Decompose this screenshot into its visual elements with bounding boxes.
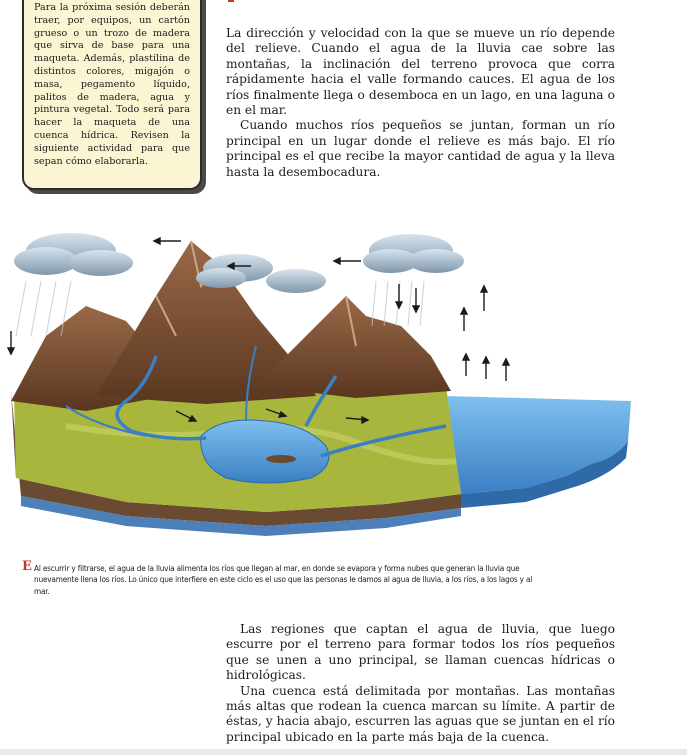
caption-text: Al escurrir y filtrarse, el agua de la lluvia alimenta los ríos que llegan al mar, en donde se evapora y forma nubes que generan la lluvia que nuevamente llena los ríos. Lo único que interfiere en este ciclo es el uso que las personas le damos al agua de lluvia, a los ríos, a los lagos y al mar.: [34, 563, 533, 596]
cloud-middle: [196, 254, 326, 293]
page-bottom-strip: [0, 749, 687, 755]
paragraph-river-direction: La dirección y velocidad con la que se mueve un río depende del relieve. Cuando el agua de la lluvia cae sobre las montañas, la inclinación del terreno provoca que corra rápidamente hacia el valle formando cauces. El agua de los ríos finalmente llega o desemboca en un lago, en una laguna o en el mar.: [226, 26, 615, 118]
paragraph-main-river: Cuando muchos ríos pequeños se juntan, forman un río principal en un lugar donde el relieve es más bajo. El río principal es el que recibe la mayor cantidad de agua y la lleva hasta la desembocadura.: [226, 118, 615, 179]
basin-text-column: [226, 622, 615, 745]
intro-text-column: [226, 26, 615, 180]
page-corner-mark: [228, 0, 234, 2]
activity-note-box: [22, 0, 202, 190]
caption-marker: E: [22, 559, 32, 574]
rain-cloud-right: [363, 234, 464, 326]
activity-note-text: Para la próxima sesión deberán traer, por equipos, un cartón grueso o un trozo de madera que sirva de base para una maqueta. Además, plastilina de distintos colores, migajón o masa, pegamento líquido, palitos de madera, agua y pintura vegetal. Todo será para hacer la maqueta de una cuenca hídrica. Revisen la siguiente actividad para que sepan cómo elaborarla.: [34, 2, 190, 167]
figure-caption: [22, 559, 542, 597]
paragraph-basin-limits: Una cuenca está delimitada por montañas. Las montañas más altas que rodean la cuenca marcan su límite. A partir de éstas, y hacia abajo, escurren las aguas que se juntan en el río principal ubicado en la parte más baja de la cuenca.: [226, 683, 615, 744]
sea: [446, 396, 631, 494]
paragraph-basin-definition: Las regiones que captan el agua de lluvia, que luego escurre por el terreno para formar todos los ríos pequeños que se unen a uno principal, se llaman cuencas hídricas o hidrológicas.: [226, 622, 615, 683]
water-cycle-basin-illustration: [6, 226, 646, 556]
